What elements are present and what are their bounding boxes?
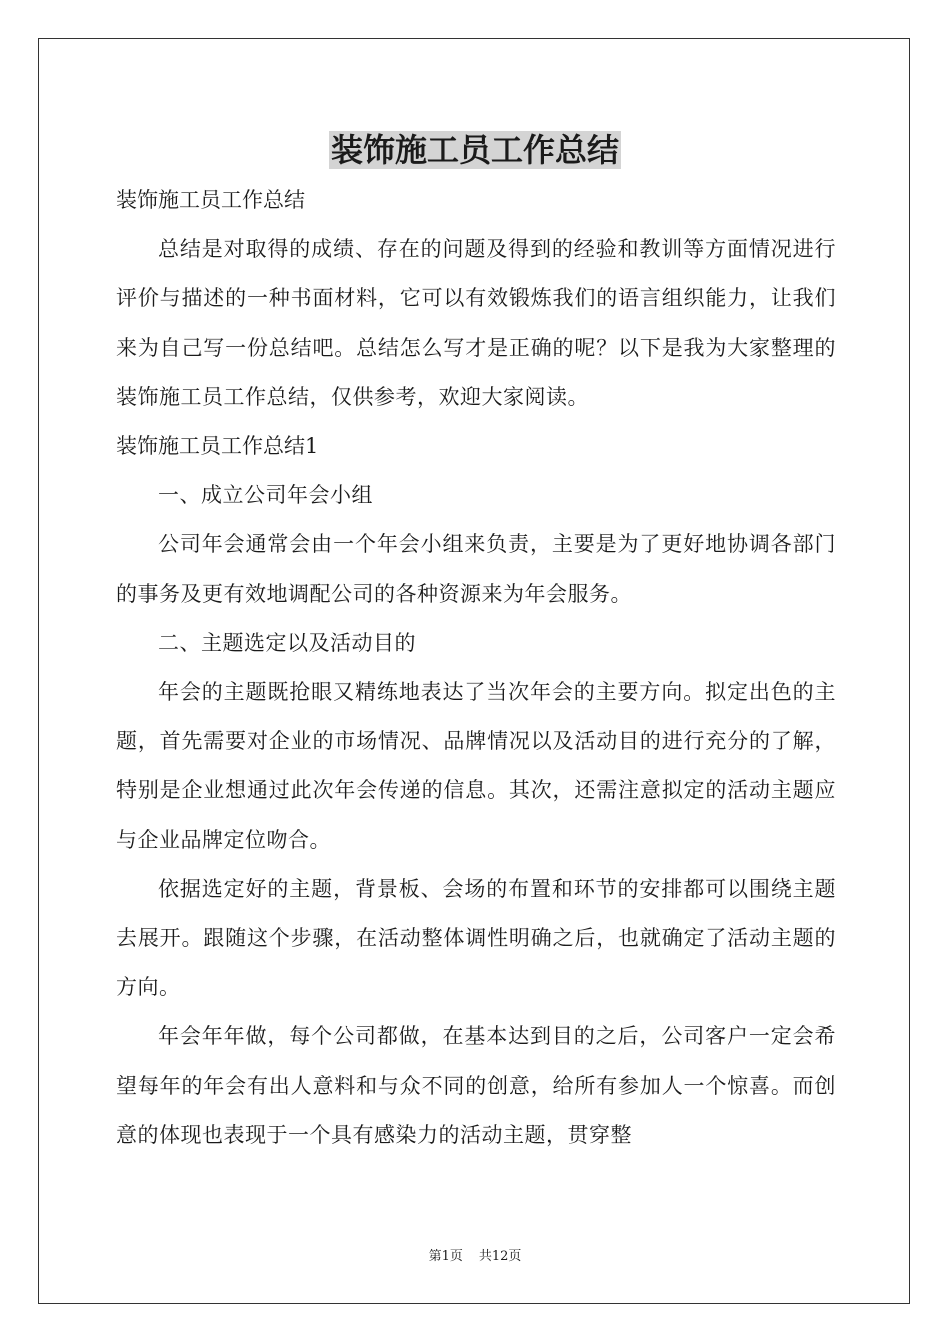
section2-heading: 二、主题选定以及活动目的 xyxy=(158,630,416,655)
intro-paragraph: 总结是对取得的成绩、存在的问题及得到的经验和教训等方面情况进行评价与描述的一种书面材料，它可以有效锻炼我们的语言组织能力，让我们来为自己写一份总结吧。总结怎么写才是正确的呢？以下是我为大家整理的装饰施工员工作总结，仅供参考，欢迎大家阅读。 xyxy=(116,237,836,409)
section2-paragraph-2: 依据选定好的主题，背景板、会场的布置和环节的安排都可以围绕主题去展开。跟随这个步骤，在活动整体调性明确之后，也就确定了活动主题的方向。 xyxy=(116,876,836,1000)
section-heading: 装饰施工员工作总结1 xyxy=(116,434,319,459)
document-title xyxy=(0,128,950,172)
section1-paragraph: 公司年会通常会由一个年会小组来负责，主要是为了更好地协调各部门的事务及更有效地调配公司的各种资源来为年会服务。 xyxy=(116,532,836,606)
section2-paragraph-3: 年会年年做，每个公司都做，在基本达到目的之后，公司客户一定会希望每年的年会有出人意料和与众不同的创意，给所有参加人一个惊喜。而创意的体现也表现于一个具有感染力的活动主题，贯穿整 xyxy=(116,1024,836,1147)
document-title-text: 装饰施工员工作总结 xyxy=(330,131,619,169)
document-body xyxy=(116,176,836,1160)
section2-paragraph-1: 年会的主题既抢眼又精练地表达了当次年会的主要方向。拟定出色的主题，首先需要对企业的市场情况、品牌情况以及活动目的进行充分的了解，特别是企业想通过此次年会传递的信息。其次，还需注意拟定的活动主题应与企业品牌定位吻合。 xyxy=(116,680,836,852)
page-footer xyxy=(0,1248,950,1266)
section1-heading: 一、成立公司年会小组 xyxy=(158,483,373,508)
page-total: 共12页 xyxy=(478,1249,522,1264)
document-subtitle: 装饰施工员工作总结 xyxy=(116,188,305,212)
page-number: 第1页 xyxy=(428,1249,463,1264)
